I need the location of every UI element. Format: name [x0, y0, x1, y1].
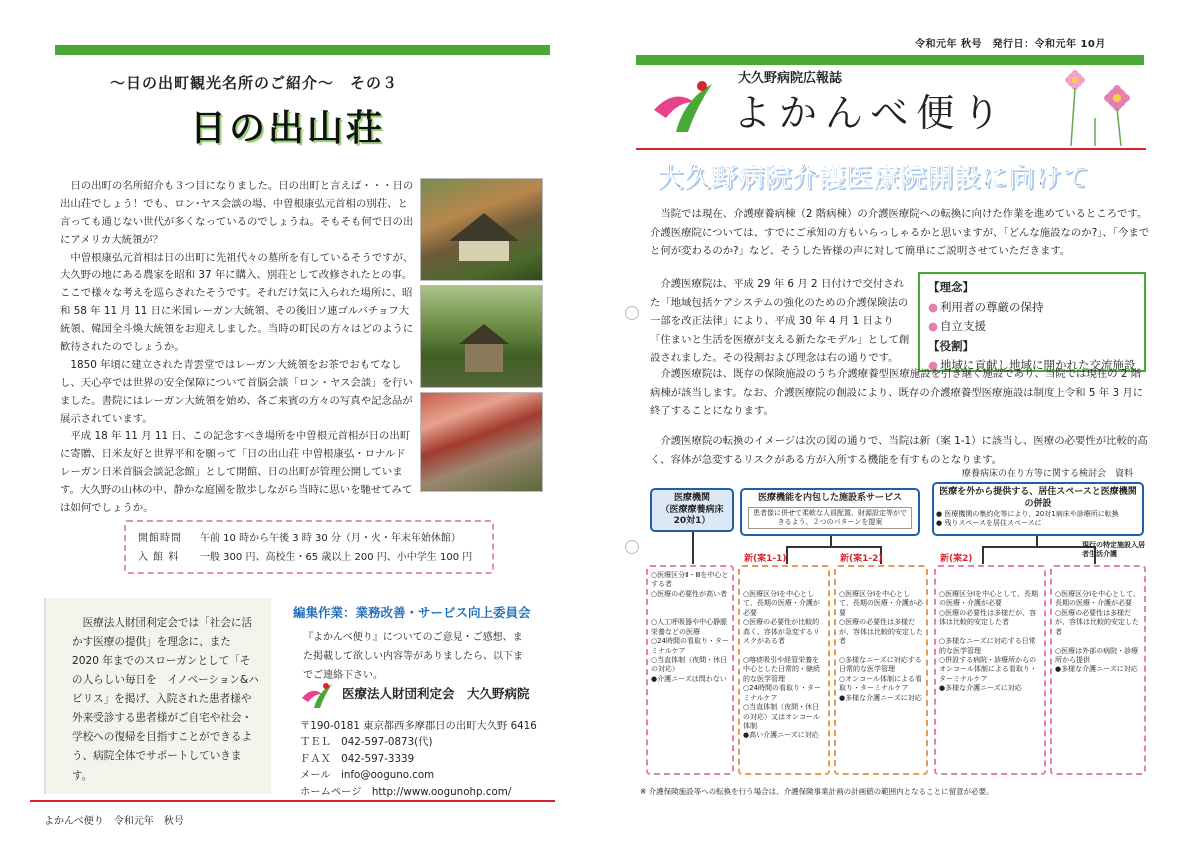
column-plan-2	[934, 554, 1046, 775]
diagram-box-medical: 医療機関 （医療療養病床 20対1）	[650, 488, 734, 532]
tel: ＴＥＬ 042-597-0873(代)	[300, 736, 433, 749]
plan-text: ○医療区分Ⅰを中心として、長期の医療・介護が必要 ○医療の必要性は多様だが、容体は比較的安定した者 ○医療は外部の病院・診療所から提供 ●多様な介護ニーズに対応	[1055, 589, 1141, 674]
fax: ＦＡＸ 042-597-3339	[300, 752, 415, 765]
hours-value: 午前 10 時から午後 3 時 30 分（月・火・年末年始休館）	[200, 533, 461, 544]
transition-paragraph	[650, 365, 1150, 421]
image-text: 介護医療院の転換のイメージは次の図の通りで、当院は新（案 1-1）に該当し、医療の必要性が比較的高く、容体が急変するリスクがある方が入所する機能を有すものとなります。	[650, 435, 1148, 466]
plan-label: 新(案2)	[940, 554, 973, 564]
specified-label: 現行の特定施設入居者生活介護	[1082, 541, 1145, 559]
transition-text: 介護医療院は、既存の保険施設のうち介護療養型医療施設を引き継ぐ施設であり、当院では現在の 2 階病棟が該当します。なお、介護医療院の創設により、既存の介護療養型医療施設は制度上令和 5 年 3 月に終了することになります。	[650, 368, 1144, 418]
image-paragraph	[650, 432, 1150, 469]
philosophy-box	[44, 598, 271, 794]
plan-label: 新(案1-2)	[840, 554, 883, 564]
plan-text: ○医療区分Ⅰを中心として、長期の医療・介護が必要 ○医療の必要性は多様だが、容体は比較的安定した者 ○多様なニーズに対応する日常的な医学管理 ○オンコール体制による看取り・ターミナルケア ●多様な介護ニーズに対応	[839, 589, 923, 702]
plan-text: ○医療区分Ⅰを中心として、長期の医療・介護が必要 ○医療の必要性は多様だが、容体は比較的安定した者 ○多様なニーズに対応する日常的な医学管理 ○併設する病院・診療所からのオンコール体制による看取り・ターミナルケア ●多様な介護ニーズに対応	[939, 589, 1039, 693]
column-plan-1-2	[834, 554, 928, 775]
teahouse-photo	[420, 285, 543, 388]
facility-title: 医療機能を内包した施設系サービス	[757, 493, 902, 503]
fee-value: 一般 300 円、高校生・65 歳以上 200 円、小中学生 100 円	[200, 552, 473, 563]
left-footer-rule	[30, 800, 555, 802]
connector-line	[786, 546, 882, 548]
founding-text: 介護医療院は、平成 29 年 6 月 2 日付けで交付された「地域包括ケアシステムの強化のための介護保険法の一部を改正法律」により、平成 30 年 4 月 1 日より「住まいと生活を医療が支える新たなモデル」として創設されました。その役割および理念は右の通りです。	[650, 278, 910, 365]
thatched-house-photo	[420, 178, 543, 281]
external-title: 医療を外から提供する、居住スペースと医療機関の併設	[939, 487, 1137, 509]
left-green-bar	[55, 45, 550, 55]
principle-item: ● 自立支援	[928, 317, 1136, 337]
hospital-logo-icon	[300, 680, 334, 710]
magazine-subtitle: 大久野病院広報誌	[738, 71, 843, 86]
article-paragraph: 1850 年頃に建立された青雲堂ではレーガン大統領をお茶でおもてなしし、天心亭では世界の安全保障について首脳会談「ロン・ヤス会談」を行いました。書院にはレーガン大統領を始め、各ご来賓の方々の写真や記念品が展示されています。	[60, 358, 413, 425]
binding-hole	[625, 306, 639, 320]
column-specified-facility	[1050, 541, 1146, 775]
plan-text: ○医療区分Ⅰを中心として、長期の医療・介護が必要 ○医療の必要性が比較的高く、容体が急変するリスクがある者 ○喀痰吸引や経管栄養を中心とした日常的・継続的な医学管理 ○24時間の看取り・ターミナルケア ○当直体制（夜間・休日の対応）又はオンコール体制 ●高い介護ニーズに対応	[743, 589, 822, 740]
intro-paragraph	[650, 205, 1150, 261]
org-name: 医療法人財団利定会 大久野病院	[342, 686, 530, 701]
intro-text: 当院では現在、介護療養病棟（2 階病棟）の介護医療院への転換に向けた作業を進めているところです。介護医療院については、すでにご承知の方もいらっしゃるかと思いますが、「どんな施設なのか?」、「今までと何が変わるのか?」など、そうした皆様の声に対して簡単にご説明させていただきます。	[650, 208, 1150, 258]
connector-line	[982, 546, 1096, 548]
article-paragraph: 平成 18 年 11 月 11 日、この記念すべき場所を中曽根元首相が日の出町に寄贈、日米友好と世界平和を願って「日の出山荘 中曽根康弘・ロナルド レーガン日米首脳会談記念館」として開館、日の出町が管理公開しています。大久野の山林の中、静かな庭園を散歩しながら当時に思いを馳せてみては如何でしょうか。	[60, 430, 413, 515]
magazine-title: よかんべ便り	[733, 91, 1009, 135]
roles-heading: 【役割】	[928, 338, 974, 353]
founding-paragraph	[650, 275, 912, 368]
fee-label: 入 館 料	[138, 552, 180, 563]
connector-line	[1036, 536, 1038, 546]
cosmos-flowers-icon	[1045, 58, 1145, 146]
principles-heading: 【理念】	[928, 280, 974, 294]
principles-box	[918, 272, 1146, 372]
plan-label: 新(案1-1)	[744, 554, 787, 564]
philosophy-text: 医療法人財団利定会では「社会に活かす医療の提供」を理念に、また 2020 年までのスローガンとして「その人らしい毎日を イノベーション&ハビリス」を掲げ、入院された患者様や外来受診する患者様がご自宅や社会・学校への復帰を目指すことができるよう、病院全体でサポートしていきます。	[72, 617, 259, 782]
connector-line	[692, 532, 694, 564]
address: 〒190-0181 東京都西多摩郡日の出町大久野 6416	[300, 720, 537, 732]
principle-item: ● 利用者の尊厳の保持	[928, 298, 1136, 318]
column-current-medical: ○医療区分Ⅱ・Ⅲを中心とする者 ○医療の必要性が高い者 ○人工呼吸器や中心静脈栄養などの医療 ○24時間の看取り・ターミナルケア ○当直体制（夜間・休日の対応） ●介護ニーズは問わない	[646, 565, 734, 775]
hours-row	[138, 529, 480, 548]
hours-label: 開館時間	[138, 533, 182, 544]
article-paragraph: 中曽根康弘元首相は日の出町に先祖代々の墓所を有しているそうですが、大久野の地にある農家を昭和 37 年に購入、別荘として改修されたとの事。ここで様々な考えを巡らされたそうです。それだけ気に入られた場所に、昭和 58 年 11 月 11 日に米国レーガン大統領、その後旧ソ連ゴルバチョフ大統領、韓国全斗煥大統領をお迎えしました。当時の町民の方々はどのように歓待されたのでしょうか。	[60, 251, 414, 354]
connector-line	[982, 546, 984, 564]
email[interactable]: メール info@ooguno.com	[300, 769, 435, 782]
editorial-text: 『よかんべ便り』についてのご意見・ご感想、また掲載して欲しい内容等がありましたら、以下までご連絡下さい。	[303, 632, 523, 681]
photo-roof-shape	[459, 324, 509, 344]
contact-block	[300, 718, 537, 800]
photo-wall-shape	[465, 344, 503, 372]
header-rule	[636, 148, 1146, 150]
connector-line	[830, 536, 832, 546]
diagram-box-external	[932, 482, 1144, 536]
article-subtitle: 〜日の出町観光名所のご紹介〜 その３	[110, 74, 399, 92]
article-title: 日の出山荘	[190, 108, 386, 149]
column-plan-1-1	[738, 554, 830, 775]
conversion-diagram	[636, 480, 1151, 782]
fee-row	[138, 548, 480, 567]
hospital-logo-icon	[650, 74, 716, 136]
editorial-title: 編集作業：業務改善・サービス向上委員会	[293, 605, 531, 620]
diagram-source: 療養病床の在り方等に関する検討会 資料	[962, 469, 1134, 479]
photo-roof-shape	[449, 213, 519, 241]
external-sub: ● 医療機関の集約化等により、20対1病床や診療所に転換 ● 残りスペースを居住スペースに	[936, 510, 1119, 528]
autumn-garden-photo	[420, 392, 543, 492]
article-body	[60, 178, 415, 518]
left-page	[0, 0, 595, 842]
role-item: ● 地域に貢献し地域に開かれた交流施設	[928, 356, 1136, 376]
article-paragraph: 日の出町の名所紹介も３つ目になりました。日の出町と言えば・・・日の出山荘でしょう！でも、ロン･ヤス会談の場、中曽根康弘元首相の別荘、と言っても通じない世代が多くなっているのでしょうね。そもそも何で日の出にアメリカ大統領が？	[60, 180, 414, 246]
diagram-footnote: ※ 介護保険施設等への転換を行う場合は、介護保険事業計画の計画値の範囲内となることに留意が必要。	[640, 787, 994, 796]
photo-wall-shape	[459, 241, 509, 261]
issue-info: 令和元年 秋号 発行日：令和元年 10月	[915, 39, 1106, 50]
opening-hours-box	[124, 520, 494, 574]
website-link[interactable]: ホームページ http://www.oogunohp.com/	[300, 785, 512, 798]
facility-sub: 患者像に併せて柔軟な人員配置、財源設定等ができるよう、２つのパターンを提案	[748, 507, 912, 529]
main-headline: 大久野病院介護医療院開設に向けて	[657, 163, 1090, 193]
left-footer: よかんべ便り 令和元年 秋号	[44, 816, 184, 827]
diagram-box-facility	[740, 488, 920, 536]
